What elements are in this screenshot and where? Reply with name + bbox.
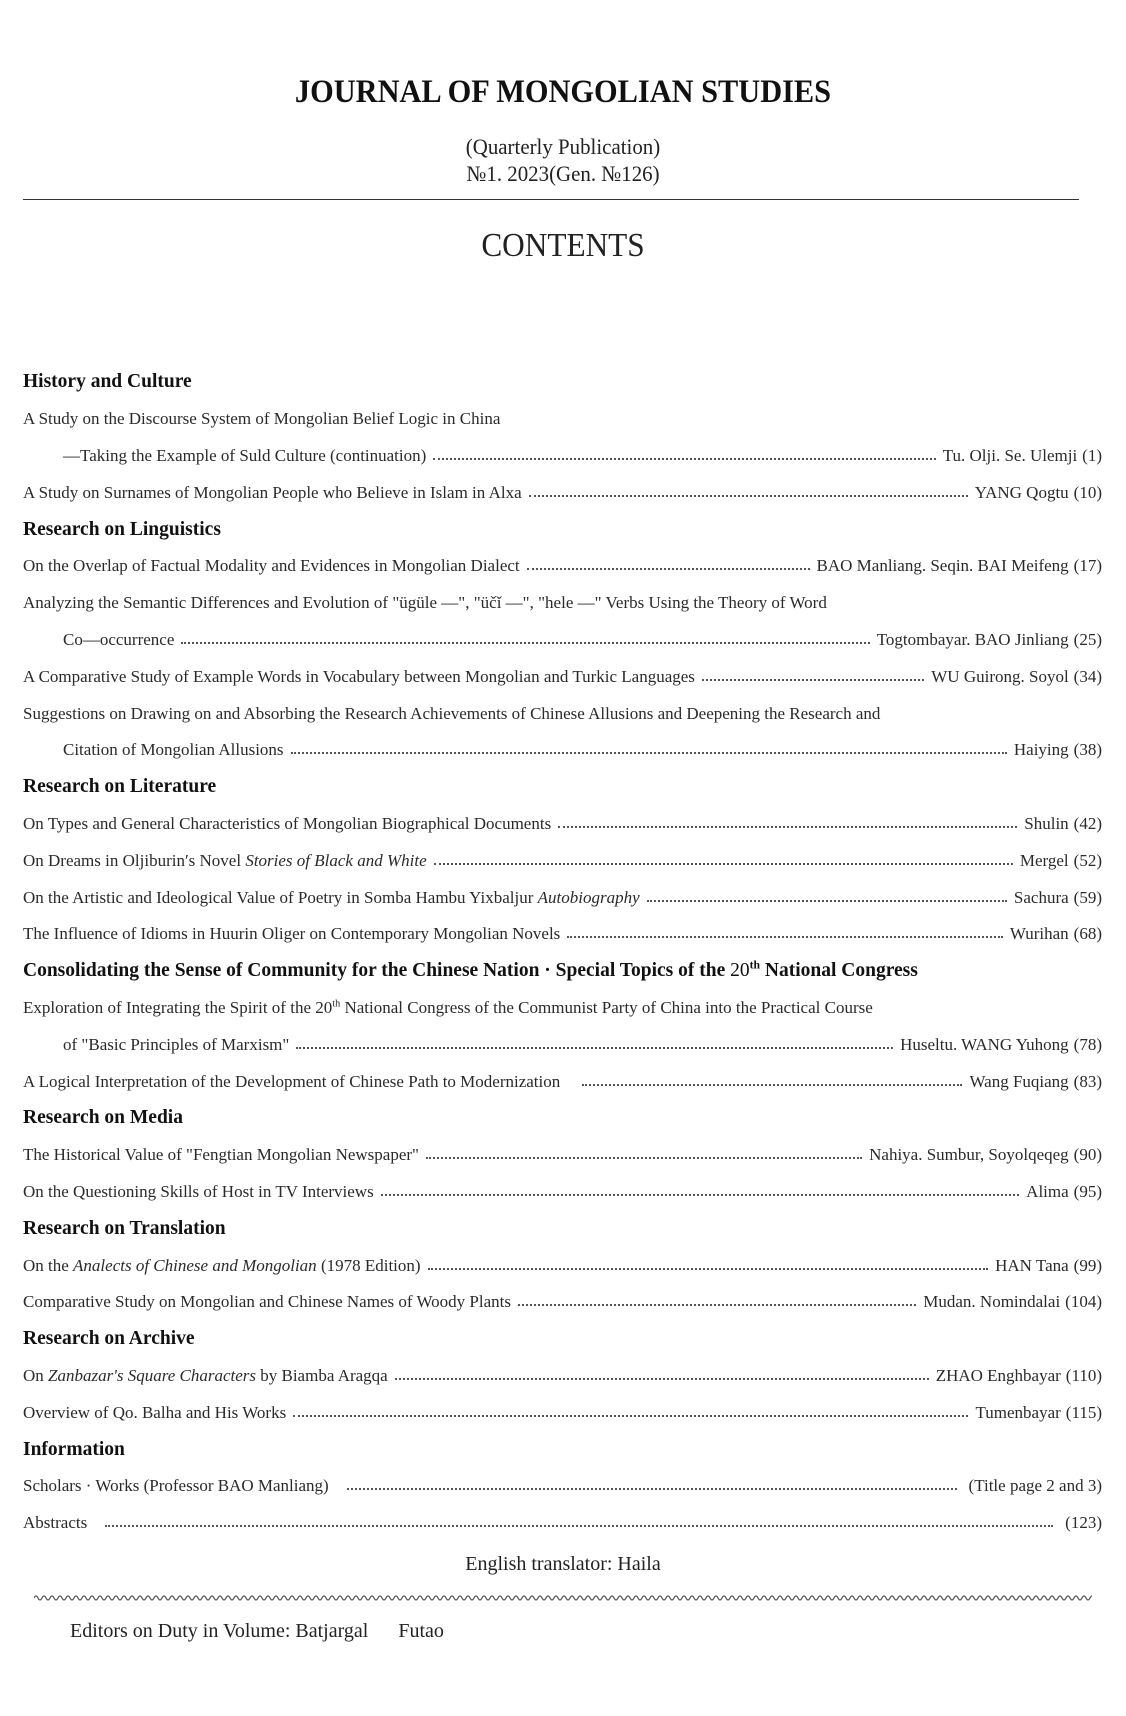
entry-author: Tu. Olji. Se. Ulemji (942, 445, 1078, 465)
entry-page: (123) (1065, 1513, 1102, 1533)
section-heading (23, 953, 1102, 990)
entry-page: (10) (1073, 482, 1102, 502)
section-title: Research on Media (23, 1107, 183, 1129)
leader-dots (582, 1084, 962, 1086)
section-heading (23, 511, 1102, 548)
toc-entry[interactable] (23, 1137, 1102, 1174)
entry-page: (17) (1073, 556, 1102, 576)
entry-title: On the Questioning Skills of Host in TV Interviews (23, 1181, 374, 1201)
leader-dots (105, 1525, 1053, 1527)
entry-title: The Historical Value of "Fengtian Mongolian Newspaper" (23, 1145, 419, 1165)
leader-dots (428, 1268, 989, 1270)
leader-dots (558, 826, 1017, 828)
translator-credit: English translator: Haila (465, 1553, 661, 1575)
leader-dots (381, 1194, 1019, 1196)
leader-dots (181, 642, 869, 644)
journal-title: JOURNAL OF MONGOLIAN STUDIES (294, 74, 832, 110)
toc-entry[interactable] (23, 1174, 1102, 1211)
leader-dots (518, 1304, 916, 1306)
entry-title-italic: Stories of Black and White (245, 850, 427, 870)
toc-entry[interactable] (23, 658, 1102, 695)
entry-author: Wang Fuqiang (969, 1071, 1069, 1091)
entry-author: Huseltu. WANG Yuhong (900, 1034, 1069, 1054)
leader-dots (527, 568, 810, 570)
entry-title-italic: Zanbazar's Square Characters (48, 1365, 256, 1385)
entry-author: Wurihan (1009, 924, 1069, 944)
entry-title: A Study on the Discourse System of Mongolian Belief Logic in China (23, 409, 501, 429)
entry-page: (68) (1073, 924, 1102, 944)
entry-page: (42) (1073, 813, 1102, 833)
entry-title-sup: th (332, 998, 341, 1010)
section-heading (23, 364, 1102, 401)
leader-dots (426, 1157, 862, 1159)
section-title (23, 960, 918, 982)
entry-page: (95) (1073, 1181, 1102, 1201)
toc-entry-continued[interactable] (23, 622, 1102, 659)
entry-title: Comparative Study on Mongolian and Chinese Names of Woody Plants (23, 1292, 511, 1312)
entry-title: The Influence of Idioms in Huurin Oliger on Contemporary Mongolian Novels (23, 924, 561, 944)
toc-entry[interactable] (23, 401, 1102, 438)
toc-entry-continued[interactable] (23, 732, 1102, 769)
leader-dots (434, 863, 1013, 865)
toc-entry[interactable] (23, 1247, 1102, 1284)
section-title: Research on Translation (23, 1217, 226, 1239)
entry-title: Co—occurrence (63, 629, 175, 649)
entry-page: (83) (1073, 1071, 1102, 1091)
entry-author: Mergel (1019, 850, 1069, 870)
header-divider (23, 199, 1079, 200)
section-heading (23, 1321, 1102, 1358)
entry-author: Togtombayar. BAO Jinliang (876, 629, 1069, 649)
entry-title-number: 20 (315, 997, 333, 1017)
leader-dots (647, 900, 1007, 902)
entry-title-text: Exploration of Integrating the Spirit of the (23, 997, 316, 1017)
editor-name: Futao (398, 1620, 444, 1642)
entry-page: (59) (1073, 887, 1102, 907)
leader-dots (293, 1415, 968, 1417)
entry-page: (104) (1065, 1292, 1102, 1312)
leader-dots (296, 1047, 893, 1049)
entry-author: ZHAO Enghbayar (935, 1365, 1061, 1385)
entry-author: BAO Manliang. Seqin. BAI Meifeng (816, 556, 1069, 576)
toc-entry[interactable] (23, 879, 1102, 916)
section-title-text: Consolidating the Sense of Community for the Chinese Nation · Special Topics of the (23, 960, 731, 982)
entry-title (23, 1256, 421, 1276)
entry-title-text: On the (23, 1255, 74, 1275)
leader-dots (291, 752, 1007, 754)
leader-dots (433, 458, 935, 460)
section-heading (23, 1431, 1102, 1468)
entry-title-text: On Dreams in Oljiburin′s Novel (23, 850, 246, 870)
entry-title-text: National Congress of the Communist Party of China into the Practical Course (340, 997, 873, 1017)
section-title: History and Culture (23, 371, 192, 393)
section-title: Research on Literature (23, 776, 217, 798)
entry-title: A Logical Interpretation of the Development of Chinese Path to Modernization (23, 1071, 561, 1091)
entry-title-text: by Biamba Aragqa (256, 1365, 388, 1385)
entry-title: Scholars · Works (Professor BAO Manliang) (23, 1476, 329, 1496)
entry-page: (1) (1082, 445, 1102, 465)
entry-page: (115) (1065, 1402, 1102, 1422)
entry-author: Shulin (1024, 813, 1069, 833)
toc-entry[interactable] (23, 1358, 1102, 1395)
entry-author: Mudan. Nomindalai (923, 1292, 1061, 1312)
entry-page: (52) (1073, 850, 1102, 870)
entry-title: Analyzing the Semantic Differences and Evolution of "ügüle —", "üčǐ —", "hele —" Verbs Using the Theory of Word (23, 593, 827, 613)
entry-title: of "Basic Principles of Marxism" (63, 1034, 290, 1054)
entry-author: Nahiya. Sumbur, Soyolqeqeg (869, 1145, 1069, 1165)
entry-title: On the Overlap of Factual Modality and Evidences in Mongolian Dialect (23, 556, 520, 576)
entry-title: A Study on Surnames of Mongolian People who Believe in Islam in Alxa (23, 482, 522, 502)
entry-title: Overview of Qo. Balha and His Works (23, 1402, 287, 1422)
section-heading (23, 769, 1102, 806)
toc-entry[interactable] (23, 695, 1102, 732)
toc-entry[interactable] (23, 585, 1102, 622)
toc-entry[interactable] (23, 1063, 1102, 1100)
entry-author: YANG Qogtu (974, 482, 1069, 502)
toc-entry[interactable] (23, 1284, 1102, 1321)
toc-entry[interactable] (23, 1394, 1102, 1431)
editors-label: Editors on Duty in Volume: Batjargal (70, 1620, 369, 1642)
toc-entry[interactable] (23, 990, 1102, 1027)
entry-title-text: (1978 Edition) (316, 1255, 421, 1275)
entry-author: WU Guirong. Soyol (931, 666, 1069, 686)
entry-title-italic: Autobiography (537, 887, 640, 907)
entry-title (23, 888, 640, 908)
section-title-sup: th (749, 958, 761, 972)
entry-title (23, 998, 873, 1018)
section-heading (23, 1210, 1102, 1247)
entry-page: (Title page 2 and 3) (968, 1476, 1102, 1496)
section-heading (23, 1100, 1102, 1137)
entry-title-text: On the Artistic and Ideological Value of Poetry in Somba Hambu Yixbaljur (23, 887, 538, 907)
entry-title (23, 1366, 388, 1386)
entry-page: (78) (1073, 1034, 1102, 1054)
toc-entry[interactable] (23, 548, 1102, 585)
entry-title-italic: Analects of Chinese and Mongolian (73, 1255, 317, 1275)
contents-title: CONTENTS (481, 227, 645, 264)
editors-on-duty (70, 1620, 444, 1643)
section-title: Research on Linguistics (23, 518, 221, 540)
entry-title (23, 851, 427, 871)
entry-title: On Types and General Characteristics of Mongolian Biographical Documents (23, 813, 552, 833)
table-of-contents (23, 364, 1102, 1542)
entry-author: Sachura (1013, 887, 1069, 907)
toc-entry[interactable] (23, 806, 1102, 843)
leader-dots (347, 1488, 957, 1490)
section-title-number: 20 (730, 960, 750, 982)
issue-number: №1. 2023(Gen. №126) (466, 161, 660, 186)
toc-entry[interactable] (23, 1505, 1102, 1542)
entry-author: Haiying (1013, 740, 1069, 760)
toc-entry[interactable] (23, 1468, 1102, 1505)
entry-title: Suggestions on Drawing on and Absorbing the Research Achievements of Chinese Allusions and Deepening the Research and (23, 703, 881, 723)
wavy-divider (34, 1592, 1092, 1604)
entry-author: Alima (1026, 1181, 1069, 1201)
toc-entry-continued[interactable] (23, 1026, 1102, 1063)
leader-dots (395, 1378, 929, 1380)
toc-entry[interactable] (23, 474, 1102, 511)
toc-entry-continued[interactable] (23, 438, 1102, 475)
leader-dots (567, 936, 1003, 938)
entry-title: A Comparative Study of Example Words in Vocabulary between Mongolian and Turkic Languages (23, 666, 695, 686)
entry-title-text: On (23, 1365, 49, 1385)
section-title-text: National Congress (760, 960, 918, 982)
entry-title: Citation of Mongolian Allusions (63, 740, 284, 760)
entry-title: —Taking the Example of Suld Culture (continuation) (63, 445, 427, 465)
section-title: Research on Archive (23, 1328, 195, 1350)
entry-page: (110) (1065, 1365, 1102, 1385)
entry-page: (34) (1073, 666, 1102, 686)
leader-dots (702, 679, 924, 681)
entry-page: (38) (1073, 740, 1102, 760)
entry-author: HAN Tana (995, 1255, 1069, 1275)
section-title: Information (23, 1438, 125, 1460)
entry-title: Abstracts (23, 1513, 88, 1533)
toc-entry[interactable] (23, 916, 1102, 953)
entry-page: (99) (1073, 1255, 1102, 1275)
publication-type: (Quarterly Publication) (465, 134, 661, 159)
leader-dots (529, 495, 968, 497)
entry-page: (90) (1073, 1145, 1102, 1165)
toc-entry[interactable] (23, 842, 1102, 879)
entry-page: (25) (1073, 629, 1102, 649)
entry-author: Tumenbayar (975, 1402, 1061, 1422)
